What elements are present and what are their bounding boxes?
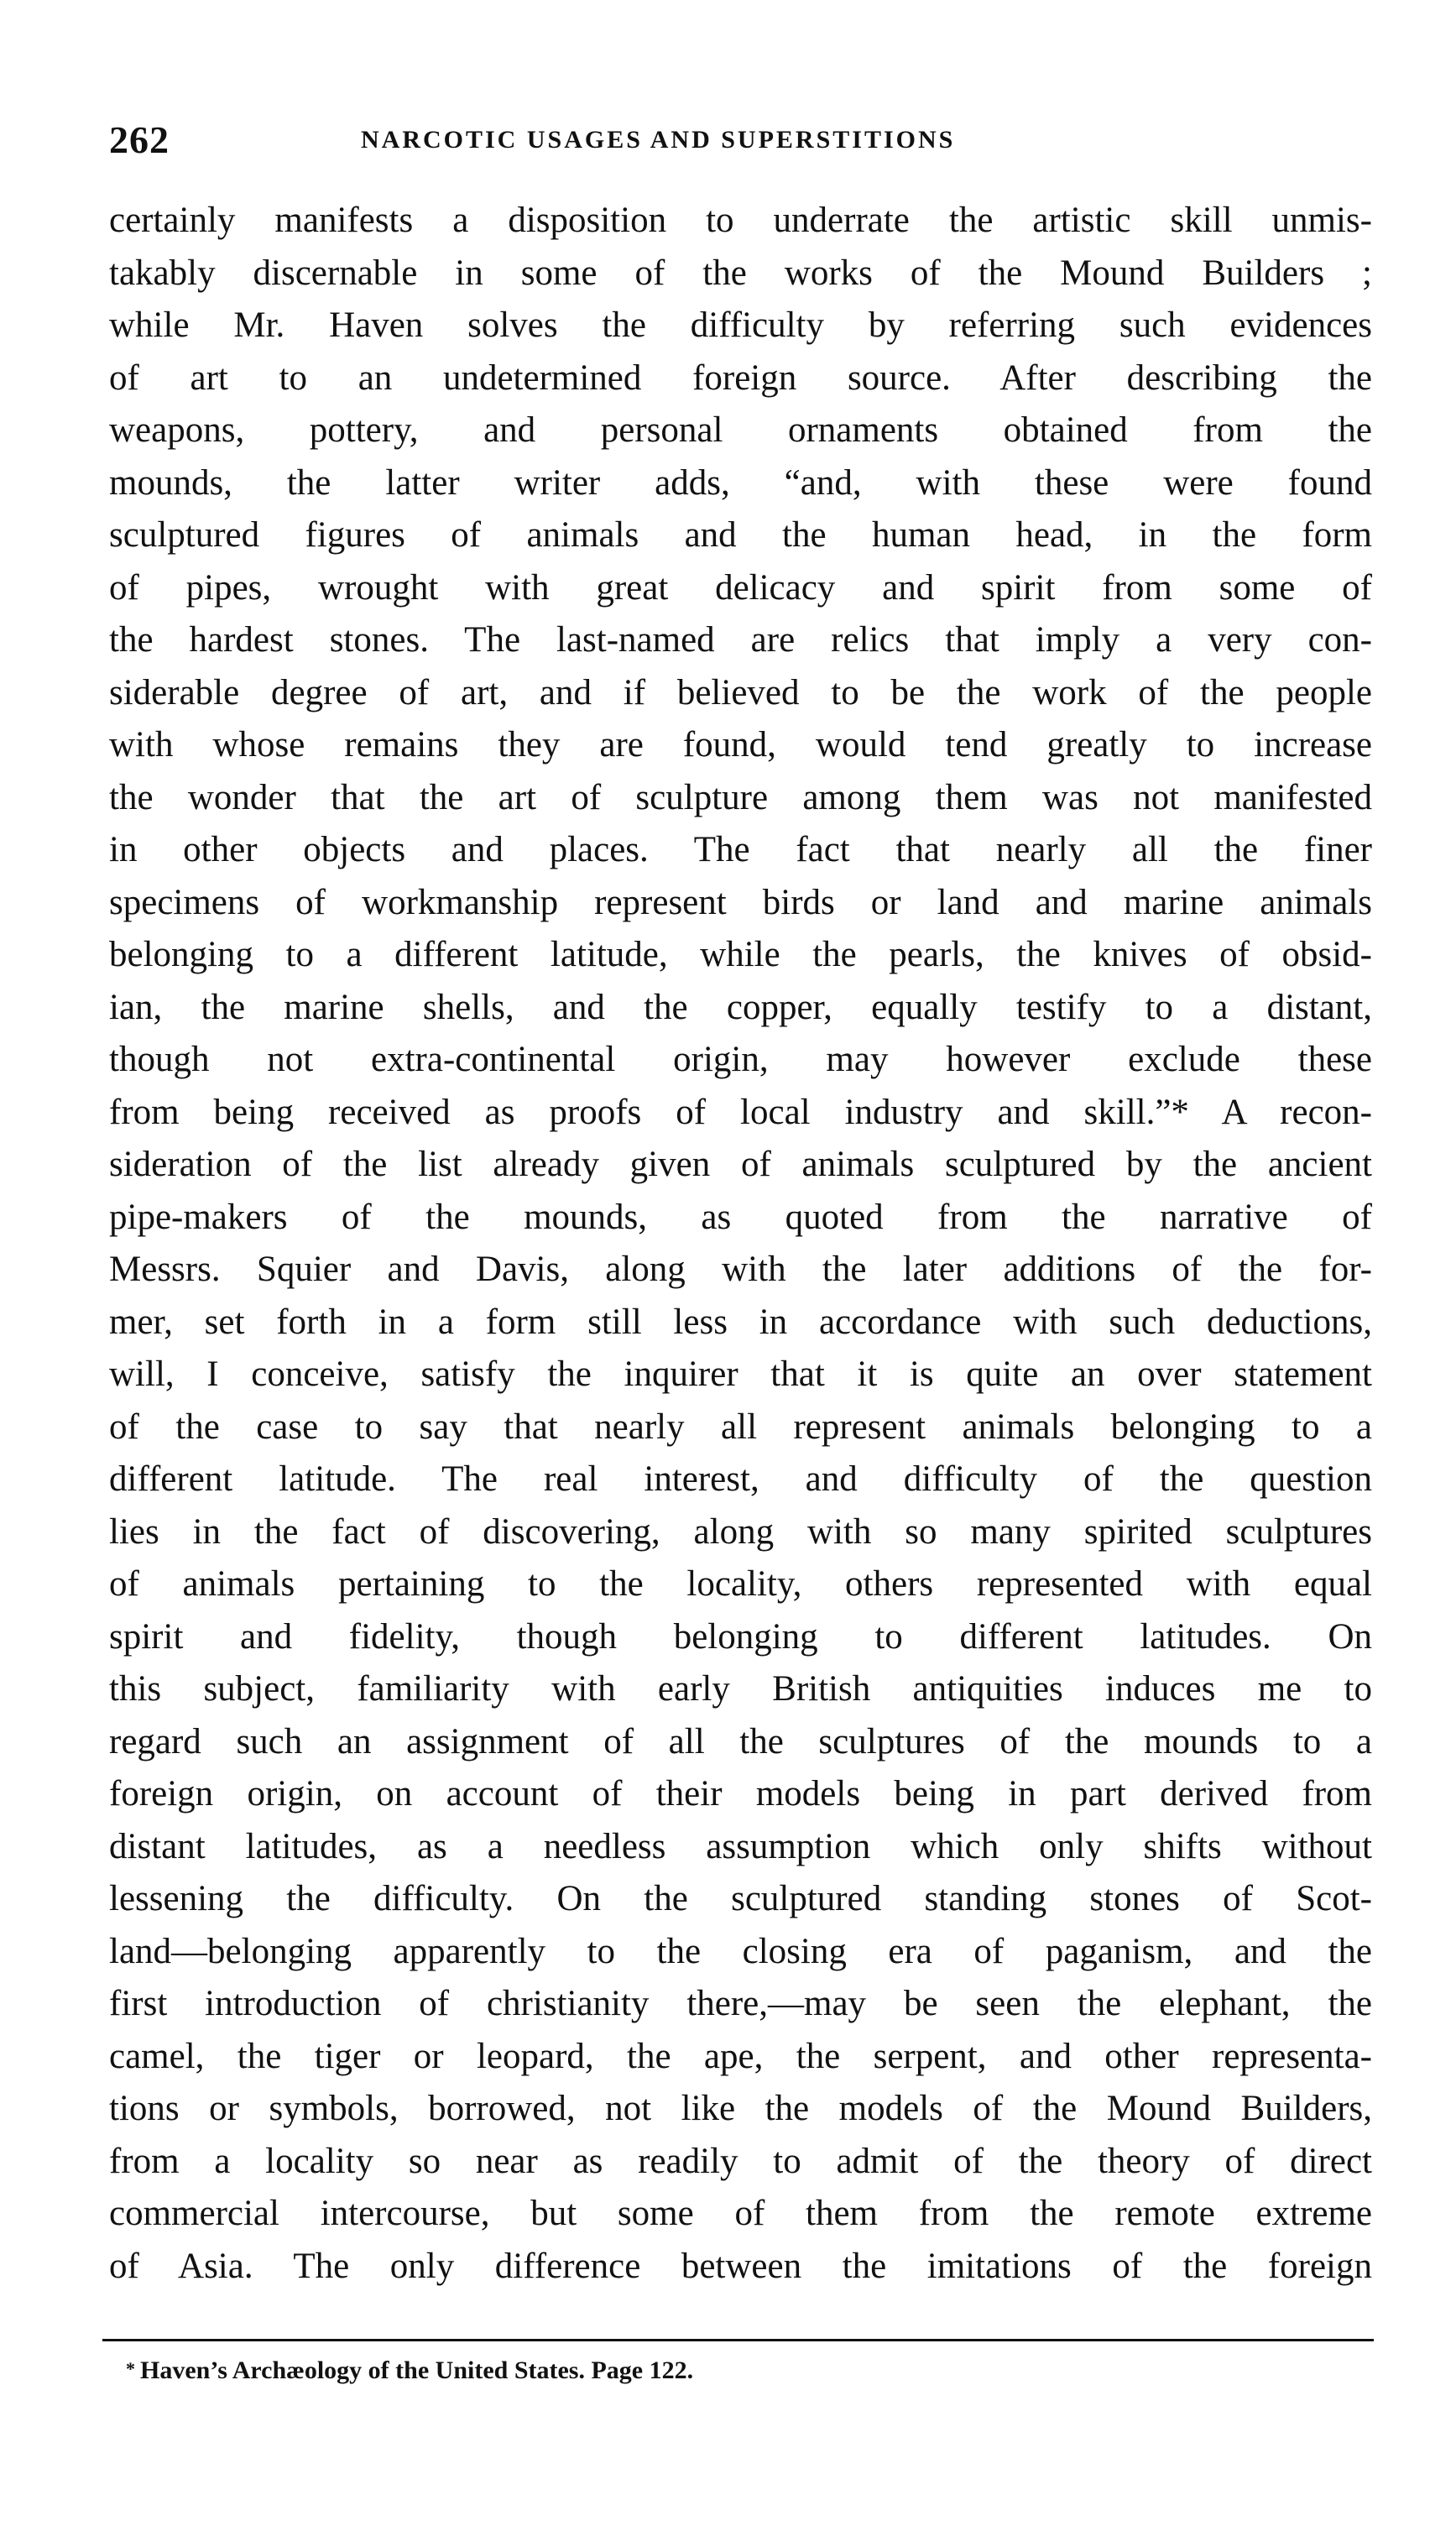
text-line: of Asia. The only difference between the imitations of the foreign	[109, 2246, 1372, 2286]
page-header	[109, 117, 1372, 168]
text-line: foreign origin, on account of their models being in part derived from	[109, 1774, 1372, 1814]
text-line: takably discernable in some of the works of the Mound Builders ;	[109, 253, 1372, 293]
text-line: will, I conceive, satisfy the inquirer that it is quite an over statement	[109, 1354, 1372, 1394]
text-line: mer, set forth in a form still less in accordance with such deductions,	[109, 1302, 1372, 1342]
text-line: Messrs. Squier and Davis, along with the later additions of the for-	[109, 1250, 1372, 1289]
footnote-divider	[102, 2339, 1374, 2341]
text-line: while Mr. Haven solves the difficulty by referring such evidences	[109, 305, 1372, 345]
page-number: 262	[109, 118, 170, 161]
text-line: certainly manifests a disposition to underrate the artistic skill unmis-	[109, 201, 1372, 240]
footnote	[126, 2356, 693, 2385]
text-line: sculptured figures of animals and the human head, in the form	[109, 515, 1372, 555]
body-text	[109, 195, 1372, 2293]
text-line: spirit and fidelity, though belonging to different latitudes. On	[109, 1616, 1372, 1657]
text-line: though not extra-continental origin, may however exclude these	[109, 1040, 1372, 1079]
text-line: weapons, pottery, and personal ornaments obtained from the	[109, 410, 1372, 450]
text-line: ian, the marine shells, and the copper, equally testify to a distant,	[109, 987, 1372, 1027]
running-title: NARCOTIC USAGES AND SUPERSTITIONS	[361, 126, 956, 154]
text-line: lessening the difficulty. On the sculptured standing stones of Scot-	[109, 1879, 1372, 1918]
footnote-marker: *	[126, 2358, 135, 2379]
footnote-text: Haven’s Archæology of the United States. Page 122.	[140, 2356, 694, 2384]
text-line: regard such an assignment of all the sculptures of the mounds to a	[109, 1721, 1372, 1761]
text-line: distant latitudes, as a needless assumption which only shifts without	[109, 1826, 1372, 1866]
text-line: land—belonging apparently to the closing era of paganism, and the	[109, 1931, 1372, 1971]
text-line: of the case to say that nearly all represent animals belonging to a	[109, 1407, 1372, 1447]
text-line: from being received as proofs of local industry and skill.”* A recon-	[109, 1092, 1372, 1132]
text-line: in other objects and places. The fact that nearly all the finer	[109, 830, 1372, 869]
text-line: from a locality so near as readily to admit of the theory of direct	[109, 2141, 1372, 2181]
text-line: of art to an undetermined foreign source. After describing the	[109, 358, 1372, 398]
text-line: specimens of workmanship represent birds or land and marine animals	[109, 882, 1372, 922]
text-line: lies in the fact of discovering, along with so many spirited sculptures	[109, 1511, 1372, 1552]
text-line: the hardest stones. The last-named are relics that imply a very con-	[109, 620, 1372, 660]
text-line: pipe-makers of the mounds, as quoted from the narrative of	[109, 1197, 1372, 1237]
text-line: tions or symbols, borrowed, not like the models of the Mound Builders,	[109, 2089, 1372, 2128]
text-line: siderable degree of art, and if believed to be the work of the people	[109, 672, 1372, 712]
text-line: of animals pertaining to the locality, others represented with equal	[109, 1564, 1372, 1604]
text-line: camel, the tiger or leopard, the ape, the serpent, and other representa-	[109, 2036, 1372, 2076]
text-line: the wonder that the art of sculpture among them was not manifested	[109, 777, 1372, 817]
text-line: of pipes, wrought with great delicacy and spirit from some of	[109, 567, 1372, 608]
text-line: first introduction of christianity there,—may be seen the elephant, the	[109, 1984, 1372, 2023]
text-line: belonging to a different latitude, while the pearls, the knives of obsid-	[109, 935, 1372, 974]
text-line: sideration of the list already given of animals sculptured by the ancient	[109, 1145, 1372, 1184]
text-line: commercial intercourse, but some of them from the remote extreme	[109, 2194, 1372, 2233]
text-line: this subject, familiarity with early British antiquities induces me to	[109, 1669, 1372, 1709]
text-line: with whose remains they are found, would tend greatly to increase	[109, 725, 1372, 765]
text-line: mounds, the latter writer adds, “and, with these were found	[109, 462, 1372, 503]
text-line: different latitude. The real interest, and difficulty of the question	[109, 1459, 1372, 1499]
